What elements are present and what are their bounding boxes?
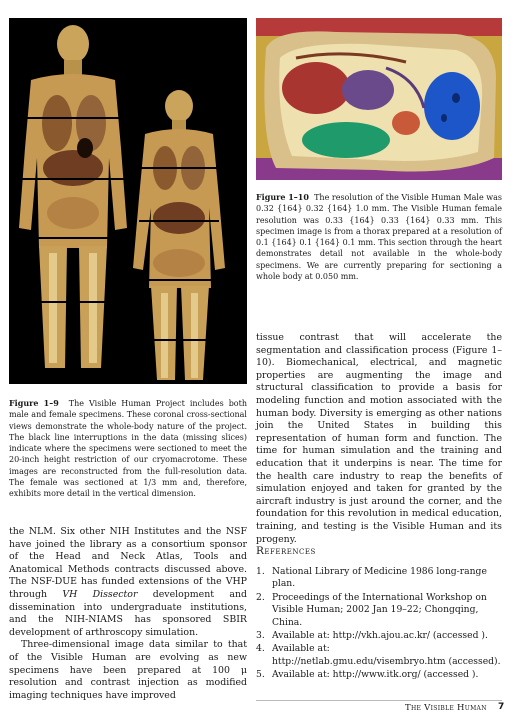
footer-rule — [256, 700, 502, 701]
page-number: 7 — [498, 702, 505, 712]
left-p1-text-b: development and dissemination into undergraduate institutions, and the NIH-NIAMS has sponsored SBIR development of arthroscopy simulation. — [9, 588, 247, 638]
coronal-sections-illustration — [9, 18, 247, 384]
right-column-body — [256, 332, 502, 546]
running-head: The Visible Human — [405, 703, 487, 713]
reference-item: 3. Available at: http://vkh.ajou.ac.kr/ (accessed ). — [256, 630, 488, 642]
left-p1-italic: VH Dissector — [62, 588, 138, 600]
reference-item: 2. Proceedings of the International Workshop on Visible Human; 2002 Jan 19–22; Chongqing, China. — [256, 591, 487, 628]
reference-item: 4. Available at: http://netlab.gmu.edu/visembryo.htm (accessed). — [256, 643, 501, 667]
reference-item: 5. Available at: http://www.itk.org/ (accessed ). — [256, 669, 479, 681]
figure-1-10-caption-text: The resolution of the Visible Human Male was 0.32 {164} 0.32 {164} 1.0 mm. The Visible Human female resolution was 0.33 {164} 0.33 {164} 0.33 mm. This specimen image is from a thorax prepared at a resolution of 0.1 {164} 0.1 {164} 0.1 mm. This section through the heart demonstrates detail not available in the whole-body specimens. We are currently preparing for sectioning a whole body at 0.050 mm. — [256, 193, 502, 282]
left-column-paragraph-1 — [9, 526, 247, 639]
figure-1-9-caption — [9, 398, 247, 500]
figure-1-9-caption-text: The Visible Human Project includes both male and female specimens. These coronal cross-sectional views demonstrate the whole-body nature of the project. The black line interruptions in the data (missing slices) indicate where the specimens were sectioned to meet the 20-inch height restriction of our cryomacrotome. These images are reconstructed from the full-resolution data. The female was sectioned at 1/3 mm and, therefore, exhibits more detail in the vertical dimension. — [9, 399, 247, 499]
right-column-paragraph: tissue contrast that will accelerate the segmentation and classification process (Figure 1–10). Biomechanical, electrical, and magnetic properties are augmenting the image and structural classification to provide a basis for modeling function and motion associated with the human body. Diversity is emerging as other nations join the United States in building this representation of human form and function. The time for human simulation and the training and education that it underpins is near. The time for the health care industry to reap the benefits of simulation enjoyed and taken for granted by the aircraft industry is just around the corner, and the foundation for this revolution in medical education, training, and testing is the Visible Human and its progeny. — [256, 332, 502, 545]
left-p1-text-a: the NLM. Six other NIH Institutes and the NSF have joined the library as a consortium sponsor of the Head and Neck Atlas, Tools and Anatomical Methods contracts discussed above. The NSF-DUE has funded extensions of the VHP through — [9, 526, 247, 600]
figure-1-10-label: Figure 1–10 — [256, 192, 309, 202]
left-column-body — [9, 526, 247, 702]
thorax-section-illustration — [256, 18, 502, 180]
reference-item: 1. National Library of Medicine 1986 long-range plan. — [256, 566, 487, 590]
figure-1-10-caption — [256, 192, 502, 282]
references-list — [256, 566, 502, 683]
left-column-paragraph-2: Three-dimensional image data similar to that of the Visible Human are evolving as new specimens have been prepared at 100 μ resolution and contrast injection as modified imaging techniques have improved — [9, 639, 247, 701]
figure-1-10-image — [256, 18, 502, 180]
references-heading: References — [256, 545, 316, 557]
figure-1-9-image — [9, 18, 247, 384]
figure-1-9-label: Figure 1–9 — [9, 398, 59, 408]
